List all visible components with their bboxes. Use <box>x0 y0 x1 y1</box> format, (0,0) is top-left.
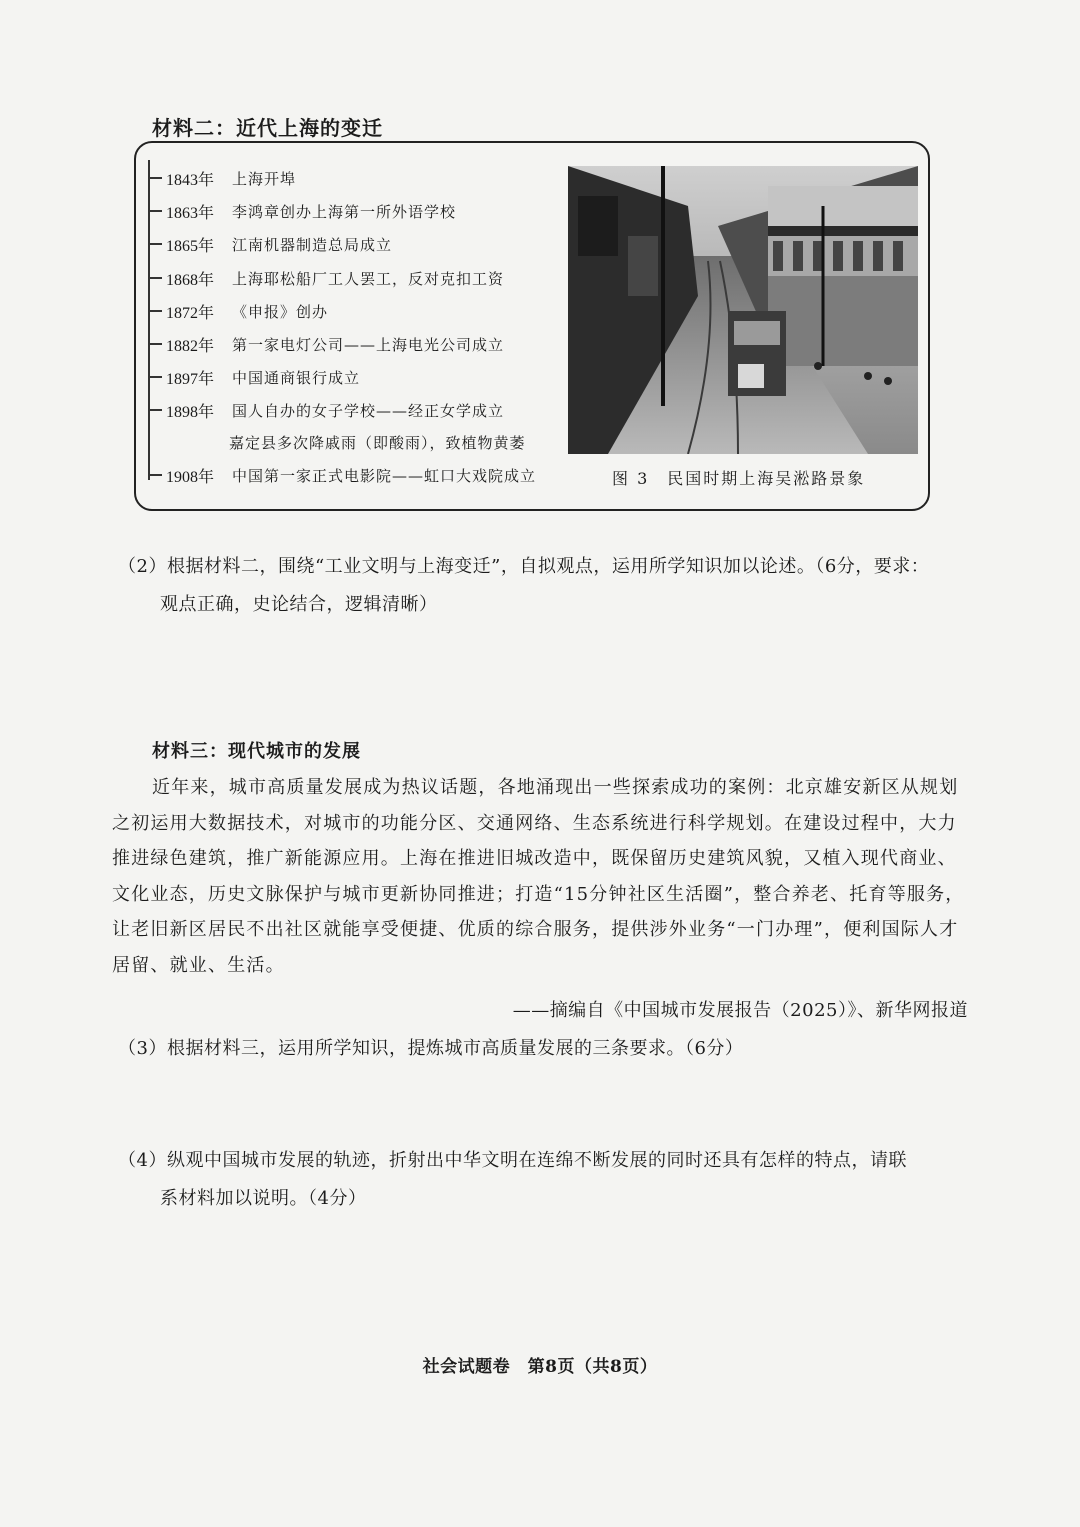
timeline-year: 1868年 <box>166 271 215 289</box>
timeline-item <box>148 463 536 487</box>
timeline-event: 李鸿章创办上海第一所外语学校 <box>232 202 457 221</box>
timeline-event: 第一家电灯公司——上海电光公司成立 <box>232 335 505 354</box>
timeline-event: 国人自办的女子学校——经正女学成立 <box>232 401 505 420</box>
timeline-event: 中国通商银行成立 <box>232 368 361 387</box>
timeline-item <box>148 166 296 190</box>
timeline-year: 1897年 <box>166 370 215 388</box>
timeline-event: 中国第一家正式电影院——虹口大戏院成立 <box>232 466 537 485</box>
material2-title: 材料二：近代上海的变迁 <box>152 116 383 140</box>
material3-title: 材料三：现代城市的发展 <box>152 741 361 762</box>
timeline-item <box>148 365 360 389</box>
timeline-year: 1882年 <box>166 337 215 355</box>
timeline-item <box>148 232 392 256</box>
timeline-event: 上海开埠 <box>232 169 297 188</box>
timeline-event: 上海耶松船厂工人罢工，反对克扣工资 <box>232 269 505 288</box>
timeline-year: 1898年 <box>166 403 215 421</box>
question-4-line-2: 系材料加以说明。（4分） <box>160 1188 367 1209</box>
historical-street-photo <box>568 166 918 454</box>
timeline-event-continued: 嘉定县多次降戚雨（即酸雨），致植物黄萎 <box>229 434 526 452</box>
material3-body <box>112 770 970 983</box>
material3-source: ——摘编自《中国城市发展报告（2025）》、新华网报道 <box>512 1000 968 1021</box>
question-4-line-1: （4）纵观中国城市发展的轨迹，折射出中华文明在连绵不断发展的同时还具有怎样的特点，请联 <box>118 1150 907 1171</box>
question-2-line-2: 观点正确，史论结合，逻辑清晰） <box>160 594 438 615</box>
timeline-item <box>148 398 504 422</box>
figure-caption: 图 3 民国时期上海吴淞路景象 <box>612 469 866 488</box>
timeline-item <box>148 266 504 290</box>
question-3: （3）根据材料三，运用所学知识，提炼城市高质量发展的三条要求。（6分） <box>118 1038 744 1059</box>
timeline-year: 1872年 <box>166 304 215 322</box>
timeline-item <box>148 332 504 356</box>
timeline-event: 《申报》创办 <box>232 302 329 321</box>
timeline-item <box>148 299 328 323</box>
material3-paragraph: 近年来，城市高质量发展成为热议话题，各地涌现出一些探索成功的案例：北京雄安新区从规划之初运用大数据技术，对城市的功能分区、交通网络、生态系统进行科学规划。在建设过程中，大力推进绿色建筑，推广新能源应用。上海在推进旧城改造中，既保留历史建筑风貌，又植入现代商业、文化业态，历史文脉保护与城市更新协同推进；打造“15分钟社区生活圈”，整合养老、托育等服务，让老旧新区居民不出社区就能享受便捷、优质的综合服务，提供涉外业务“一门办理”，便利国际人才居留、就业、生活。 <box>112 777 965 976</box>
page-footer: 社会试题卷 第8页（共8页） <box>422 1357 658 1377</box>
timeline-year: 1863年 <box>166 204 215 222</box>
timeline-event: 江南机器制造总局成立 <box>232 235 393 254</box>
question-4 <box>118 1142 978 1218</box>
timeline-year: 1843年 <box>166 171 215 189</box>
timeline-year: 1865年 <box>166 237 215 255</box>
question-2 <box>118 548 978 624</box>
timeline-year: 1908年 <box>166 468 215 486</box>
question-2-line-1: （2）根据材料二，围绕“工业文明与上海变迁”，自拟观点，运用所学知识加以论述。（6分，要求： <box>118 556 930 577</box>
timeline-item <box>148 199 456 223</box>
